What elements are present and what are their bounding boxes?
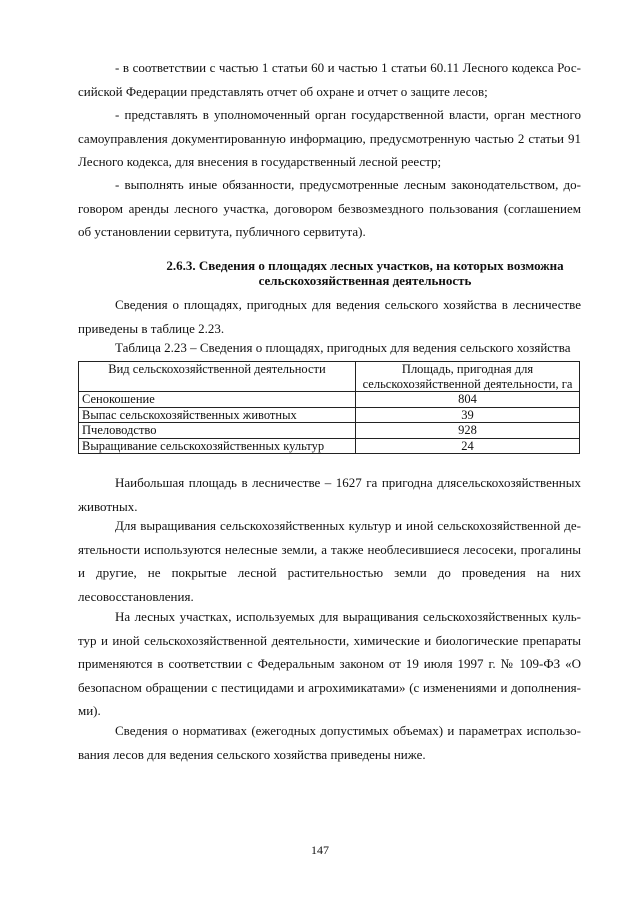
intro-paragraph: Сведения о площадях, пригодных для ведения сельского хозяйства в лесничестве приведены в таблице 2.23. (78, 297, 581, 336)
table-cell-area: 804 (356, 392, 580, 408)
table-cell-activity: Выращивание сельскохозяйственных культур (79, 438, 356, 454)
obligation-paragraph-reports: - в соответствии с частью 1 статьи 60 и частью 1 статьи 60.11 Лесного кодекса Российской Федерации представлять отчет об охране и отчет о защите лесов; (78, 60, 581, 99)
table-row (79, 407, 580, 423)
table-header-row (79, 362, 580, 392)
obligation-paragraph-other-duties: - выполнять иные обязанности, предусмотренные лесным законодательством, договором аренды лесного участка, договором безвозмездного пользования (соглашением об установлении сервитута, публичного сервитута). (78, 177, 581, 239)
norms-paragraph: Сведения о нормативах (ежегодных допустимых объемах) и параметрах использования лесов для ведения сельского хозяйства приведены ниже. (78, 723, 581, 762)
section-heading-line2: сельскохозяйственная деятельность (258, 272, 472, 288)
table-cell-activity: Выпас сельскохозяйственных животных (79, 407, 356, 423)
table-cell-area: 24 (356, 438, 580, 454)
agriculture-area-table (78, 361, 580, 454)
non-forest-lands-paragraph: Для выращивания сельскохозяйственных культур и иной сельскохозяйственной деятельности используются нелесные земли, а также необлесившиеся лесосеки, прогалины и другие, не покрытые лесной растительностью земли до проведения на них лесовосстановления. (78, 518, 581, 604)
section-heading (150, 259, 580, 288)
largest-area-paragraph: Наибольшая площадь в лесничестве – 1627 га пригодна длясельскохозяйственных животных. (78, 475, 581, 514)
obligation-paragraph-forest-registry: - представлять в уполномоченный орган государственной власти, орган местного самоуправления документированную информацию, предусмотренную частью 2 статьи 91 Лесного кодекса, для внесения в государственный лесной реестр; (78, 107, 581, 169)
table-cell-area: 39 (356, 407, 580, 423)
table-row (79, 423, 580, 439)
table-header-activity: Вид сельскохозяйственной деятельности (79, 362, 356, 392)
table-cell-activity: Пчеловодство (79, 423, 356, 439)
table-cell-area: 928 (356, 423, 580, 439)
section-heading-line1: 2.6.3. Сведения о площадях лесных участков, на которых возможна (166, 258, 564, 273)
table-header-area: Площадь, пригодная для сельскохозяйственной деятельности, га (356, 362, 580, 392)
chemicals-law-paragraph: На лесных участках, используемых для выращивания сельскохозяйственных культур и иной сельскохозяйственной деятельности, химические и биологические препараты применяются в соответствии с Федеральным законом от 19 июля 1997 г. № 109-ФЗ «О безопасном обращении с пестицидами и агрохимикатами» (с изменениями и дополнениями). (78, 609, 581, 718)
table-caption: Таблица 2.23 – Сведения о площадях, пригодных для ведения сельского хозяйства (115, 340, 571, 355)
table-cell-activity: Сенокошение (79, 392, 356, 408)
table-row (79, 438, 580, 454)
table-row (79, 392, 580, 408)
page-number: 147 (311, 843, 329, 857)
